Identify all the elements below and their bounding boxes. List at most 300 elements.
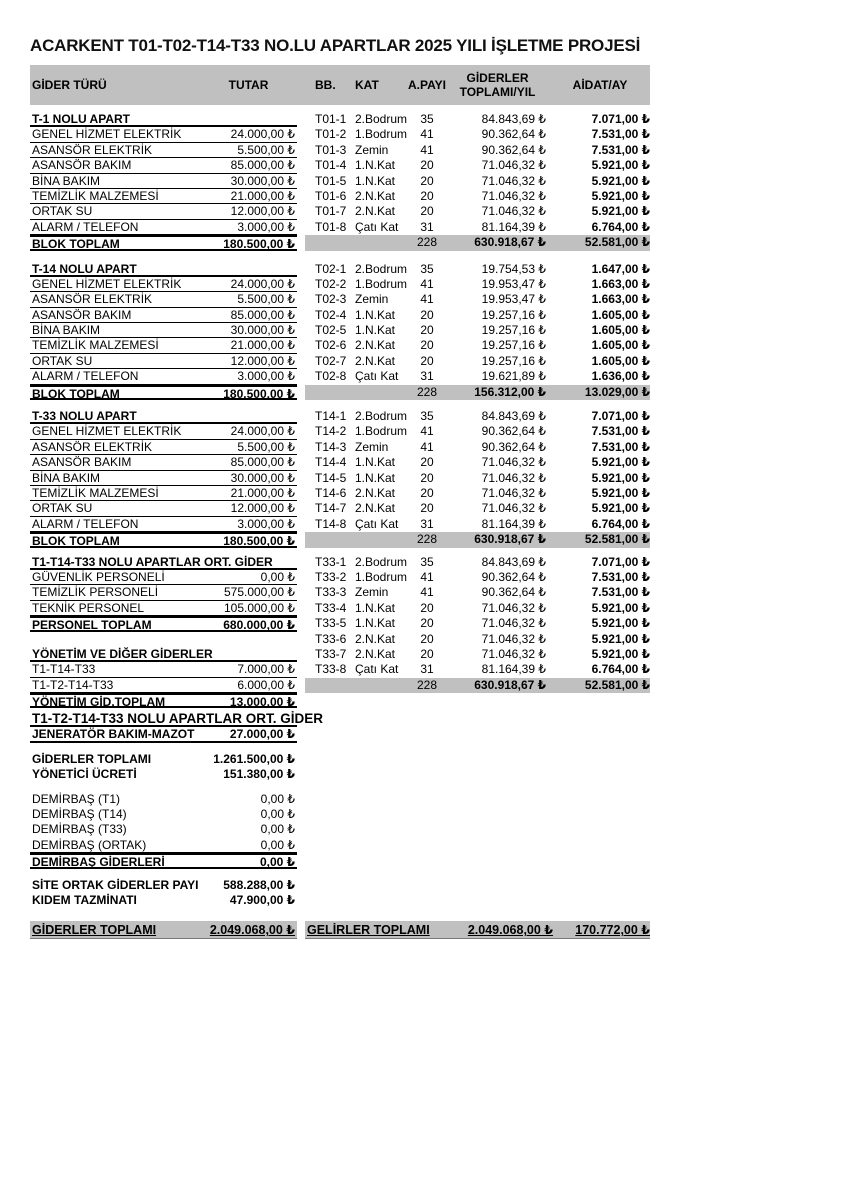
expense-cells (30, 174, 297, 189)
table-row (30, 710, 650, 727)
expense-label: DEMİRBAŞ (T14) (32, 807, 127, 822)
table-row (30, 486, 650, 501)
unit-id: T14-2 (315, 424, 347, 439)
unit-cells (313, 127, 650, 142)
col-header-tutar: TUTAR (228, 78, 269, 92)
monthly-due: 1.605,00 ₺ (591, 323, 650, 338)
year-total: 84.843,69 ₺ (481, 554, 546, 569)
table-row (30, 570, 650, 585)
share-value: 20 (420, 455, 434, 470)
expenses-total-label: GİDERLER TOPLAMI (32, 922, 157, 937)
unit-cells (313, 471, 650, 486)
column-gutter (297, 455, 313, 470)
share-value (409, 727, 445, 742)
year-total (445, 822, 550, 837)
floor-label: Zemin (355, 142, 389, 157)
floor-label: 2.N.Kat (355, 338, 396, 353)
unit-id: T01-2 (315, 127, 347, 142)
year-total: 19.621,89 ₺ (481, 369, 546, 384)
unit-id: T02-6 (315, 338, 347, 353)
monthly-due: 1.605,00 ₺ (591, 307, 650, 322)
unit-id: T14-3 (315, 439, 347, 454)
column-gutter (297, 424, 313, 439)
column-gutter (297, 338, 313, 353)
column-gutter (297, 440, 313, 455)
expense-cells (30, 678, 297, 693)
expense-cells (30, 127, 297, 142)
expense-amount: 30.000,00 ₺ (230, 173, 295, 188)
unit-cells (313, 354, 650, 369)
share-value (409, 893, 445, 908)
section-block (30, 112, 650, 251)
expense-amount: 0,00 ₺ (260, 569, 295, 584)
floor-label (349, 838, 409, 853)
floor-label (349, 853, 409, 868)
table-row (30, 323, 650, 338)
table-row (30, 220, 650, 235)
expense-amount: 105.000,00 ₺ (223, 600, 295, 615)
expense-amount (200, 112, 297, 125)
unit-cells (313, 632, 650, 647)
section-block (30, 752, 650, 783)
expense-label: GENEL HİZMET ELEKTRİK (32, 127, 182, 142)
monthly-due: 52.581,00 ₺ (584, 532, 650, 547)
table-row (30, 338, 650, 353)
share-value: 20 (420, 353, 434, 368)
unit-cells (313, 601, 650, 616)
unit-cells (305, 532, 650, 547)
floor-label: 2.N.Kat (355, 485, 396, 500)
column-gutter (297, 555, 313, 570)
unit-id: T01-6 (315, 188, 347, 203)
expense-amount: 180.500,00 ₺ (223, 237, 295, 252)
year-total: 71.046,32 ₺ (481, 501, 546, 516)
expense-amount: 24.000,00 ₺ (230, 424, 295, 439)
column-gutter (297, 323, 313, 338)
unit-id: T01-1 (315, 112, 347, 126)
unit-cells (313, 292, 650, 307)
share-value: 31 (420, 662, 434, 677)
year-total: 90.362,64 ₺ (481, 424, 546, 439)
unit-cells (313, 647, 650, 662)
expense-amount: 1.261.500,00 ₺ (213, 751, 295, 766)
expense-cells (30, 838, 297, 853)
unit-id (313, 893, 349, 908)
monthly-due: 5.921,00 ₺ (591, 646, 650, 661)
floor-label: 2.N.Kat (355, 204, 396, 219)
expense-amount: 0,00 ₺ (260, 807, 295, 822)
unit-cells (313, 792, 650, 807)
floor-label (349, 385, 409, 400)
expenses-total-value: 2.049.068,00 ₺ (209, 923, 295, 938)
unit-id (313, 792, 349, 807)
share-value: 41 (420, 569, 434, 584)
col-header-kat: KAT (355, 78, 379, 92)
share-value (409, 822, 445, 837)
table-row (30, 585, 650, 600)
column-gutter (297, 853, 313, 868)
monthly-due: 7.071,00 ₺ (591, 112, 650, 126)
monthly-due: 1.605,00 ₺ (591, 338, 650, 353)
section-block (30, 878, 650, 909)
table-row (30, 555, 650, 570)
monthly-due: 52.581,00 ₺ (584, 677, 650, 692)
expense-amount: 180.500,00 ₺ (223, 386, 295, 401)
year-total: 71.046,32 ₺ (481, 173, 546, 188)
floor-label (349, 693, 409, 708)
monthly-due: 5.921,00 ₺ (591, 455, 650, 470)
monthly-due (550, 838, 650, 853)
expense-label: T1-T2-T14-T33 NOLU APARTLAR ORT. GİDER (32, 711, 324, 727)
table-row (30, 158, 650, 173)
expense-amount: 180.500,00 ₺ (223, 534, 295, 549)
expense-cells (30, 235, 297, 250)
expense-label: ORTAK SU (32, 353, 93, 368)
table-row (30, 878, 650, 893)
expense-label: GİDERLER TOPLAMI (32, 751, 152, 766)
share-value: 35 (420, 554, 434, 569)
expense-label: YÖNETİM GİD.TOPLAM (32, 695, 166, 710)
unit-id (313, 693, 349, 708)
expense-label: T-1 NOLU APART (32, 112, 130, 126)
unit-cells (313, 767, 650, 782)
table-row (30, 853, 650, 868)
expenses-total-band (30, 921, 297, 939)
year-total: 19.257,16 ₺ (481, 338, 546, 353)
floor-label: 1.Bodrum (355, 569, 408, 584)
floor-label: 2.Bodrum (355, 261, 408, 276)
expense-label: BLOK TOPLAM (32, 386, 120, 401)
floor-label (349, 878, 409, 893)
expense-amount: 151.380,00 ₺ (223, 767, 295, 782)
table-row (30, 143, 650, 158)
expense-label: BİNA BAKIM (32, 323, 101, 338)
table-row (30, 767, 650, 782)
unit-cells (313, 455, 650, 470)
table-row (30, 517, 650, 532)
column-gutter (297, 792, 313, 807)
monthly-due: 5.921,00 ₺ (591, 631, 650, 646)
unit-cells (313, 616, 650, 631)
year-total: 71.046,32 ₺ (481, 455, 546, 470)
monthly-due (550, 822, 650, 837)
share-value: 20 (420, 470, 434, 485)
expense-label: PERSONEL TOPLAM (32, 618, 152, 633)
expense-amount: 27.000,00 ₺ (229, 727, 295, 742)
floor-label: 2.N.Kat (355, 353, 396, 368)
share-value: 31 (420, 516, 434, 531)
column-gutter (297, 822, 313, 837)
expense-cells (30, 570, 297, 585)
section-block (30, 555, 650, 709)
share-value: 20 (420, 307, 434, 322)
unit-id: T01-5 (315, 173, 347, 188)
monthly-due (550, 752, 650, 767)
expense-label: KIDEM TAZMİNATI (32, 892, 137, 907)
expense-cells (30, 354, 297, 369)
column-gutter (297, 710, 313, 727)
unit-cells (313, 204, 650, 219)
column-gutter (297, 727, 313, 742)
monthly-due: 7.531,00 ₺ (591, 439, 650, 454)
column-gutter (297, 112, 313, 127)
share-value: 20 (420, 323, 434, 338)
expense-amount: 3.000,00 ₺ (237, 369, 295, 384)
expense-amount: 6.000,00 ₺ (237, 677, 295, 692)
year-total: 630.918,67 ₺ (474, 235, 546, 250)
floor-label: Zemin (355, 439, 389, 454)
year-total (445, 752, 550, 767)
unit-id: T33-1 (315, 554, 347, 569)
share-value (409, 792, 445, 807)
document-page (30, 36, 650, 939)
column-gutter (297, 878, 313, 893)
grand-total-row (30, 921, 650, 939)
income-total-band (305, 921, 650, 939)
unit-cells (313, 440, 650, 455)
expense-amount (200, 409, 297, 422)
unit-id (313, 532, 349, 547)
unit-id (313, 807, 349, 822)
table-body (30, 112, 650, 908)
column-gutter (297, 262, 313, 277)
share-value: 228 (416, 384, 438, 399)
expense-cells (30, 893, 297, 908)
share-value: 20 (420, 501, 434, 516)
unit-id (313, 678, 349, 693)
expense-amount: 85.000,00 ₺ (230, 158, 295, 173)
table-row (30, 727, 650, 742)
table-row (30, 662, 650, 677)
unit-id (313, 838, 349, 853)
share-value: 20 (420, 188, 434, 203)
expense-label: DEMİRBAŞ (ORTAK) (32, 837, 147, 852)
expense-amount: 588.288,00 ₺ (223, 877, 295, 892)
share-value: 35 (420, 261, 434, 276)
unit-cells (313, 893, 650, 908)
expense-amount: 30.000,00 ₺ (230, 470, 295, 485)
year-total (445, 792, 550, 807)
year-total (445, 838, 550, 853)
floor-label: Zemin (355, 585, 389, 600)
expense-amount (200, 710, 297, 725)
share-value: 20 (420, 338, 434, 353)
expense-label: GENEL HİZMET ELEKTRİK (32, 424, 182, 439)
expense-cells (30, 323, 297, 338)
table-row (30, 204, 650, 219)
share-value: 35 (420, 409, 434, 424)
column-gutter (297, 486, 313, 501)
table-row (30, 277, 650, 292)
col-header-apayi: A.PAYI (408, 78, 447, 92)
expense-cells (30, 338, 297, 353)
monthly-due (550, 727, 650, 742)
expense-cells (30, 767, 297, 782)
monthly-due: 1.605,00 ₺ (591, 353, 650, 368)
monthly-due: 5.921,00 ₺ (591, 204, 650, 219)
floor-label (349, 767, 409, 782)
unit-cells (313, 174, 650, 189)
unit-id: T02-2 (315, 276, 347, 291)
year-total (445, 893, 550, 908)
unit-id: T14-7 (315, 501, 347, 516)
unit-cells (313, 693, 650, 708)
share-value: 20 (420, 204, 434, 219)
monthly-due (550, 693, 650, 708)
year-total: 156.312,00 ₺ (474, 384, 546, 399)
col-header-giderler-toplami: GİDERLER TOPLAMI/YIL (459, 71, 536, 99)
year-total: 71.046,32 ₺ (481, 204, 546, 219)
table-row (30, 354, 650, 369)
unit-id: T01-4 (315, 158, 347, 173)
column-gutter (297, 292, 313, 307)
unit-id: T14-4 (315, 455, 347, 470)
expense-amount: 85.000,00 ₺ (230, 307, 295, 322)
floor-label: 1.N.Kat (355, 307, 396, 322)
table-row (30, 174, 650, 189)
floor-label: Çatı Kat (355, 369, 399, 384)
unit-cells (313, 822, 650, 837)
column-gutter (297, 369, 313, 384)
year-total: 630.918,67 ₺ (474, 532, 546, 547)
expense-cells (30, 710, 324, 727)
share-value (409, 838, 445, 853)
monthly-due: 5.921,00 ₺ (591, 470, 650, 485)
monthly-due: 7.071,00 ₺ (591, 554, 650, 569)
column-gutter (297, 471, 313, 486)
page-title: ACARKENT T01-T02-T14-T33 NO.LU APARTLAR 2025 YILI İŞLETME PROJESİ (30, 36, 641, 55)
floor-label: 1.N.Kat (355, 455, 396, 470)
expense-cells (30, 501, 297, 516)
share-value (409, 693, 445, 708)
monthly-due: 1.647,00 ₺ (591, 261, 650, 276)
expense-cells (30, 471, 297, 486)
expense-label: T-14 NOLU APART (32, 261, 137, 276)
share-value: 41 (420, 127, 434, 142)
unit-cells (313, 308, 650, 323)
share-value: 20 (420, 173, 434, 188)
unit-id: T14-1 (315, 409, 347, 424)
column-gutter (297, 662, 313, 677)
expense-label: DEMİRBAŞ (T1) (32, 791, 121, 806)
floor-label (349, 893, 409, 908)
expense-amount: 0,00 ₺ (260, 822, 295, 837)
table-row (30, 601, 650, 616)
unit-id (313, 767, 349, 782)
floor-label (349, 710, 409, 727)
year-total: 19.754,53 ₺ (481, 261, 546, 276)
floor-label (349, 822, 409, 837)
unit-id: T33-6 (315, 631, 347, 646)
table-row (30, 112, 650, 127)
year-total: 71.046,32 ₺ (481, 188, 546, 203)
expense-amount (200, 555, 297, 568)
unit-cells (305, 385, 650, 400)
unit-cells (313, 853, 650, 868)
unit-cells (313, 752, 650, 767)
unit-id: T01-7 (315, 204, 347, 219)
expense-amount: 21.000,00 ₺ (230, 188, 295, 203)
expense-cells (30, 601, 297, 616)
share-value: 41 (420, 424, 434, 439)
table-row (30, 616, 650, 631)
expense-cells (30, 455, 297, 470)
expense-amount: 30.000,00 ₺ (230, 323, 295, 338)
column-gutter (297, 693, 313, 708)
monthly-due: 7.531,00 ₺ (591, 127, 650, 142)
unit-cells (313, 262, 650, 277)
table-row (30, 647, 650, 662)
year-total: 630.918,67 ₺ (474, 677, 546, 692)
year-total (445, 767, 550, 782)
share-value: 41 (420, 292, 434, 307)
floor-label: 1.Bodrum (355, 127, 408, 142)
share-value: 20 (420, 158, 434, 173)
column-gutter (297, 204, 313, 219)
column-gutter (297, 570, 313, 585)
unit-cells (313, 189, 650, 204)
monthly-due: 5.921,00 ₺ (591, 158, 650, 173)
share-value (409, 710, 445, 727)
table-row (30, 409, 650, 424)
unit-id (313, 878, 349, 893)
year-total (445, 878, 550, 893)
share-value (409, 878, 445, 893)
expense-cells (30, 409, 297, 424)
column-gutter (297, 189, 313, 204)
floor-label: 2.Bodrum (355, 409, 408, 424)
expense-label: ASANSÖR ELEKTRİK (32, 142, 153, 157)
unit-cells (313, 570, 650, 585)
floor-label: 1.Bodrum (355, 276, 408, 291)
monthly-due (550, 792, 650, 807)
column-gutter (297, 767, 313, 782)
expense-amount: 5.500,00 ₺ (237, 292, 295, 307)
year-total: 81.164,39 ₺ (481, 516, 546, 531)
expense-cells (30, 647, 297, 662)
expense-label: BLOK TOPLAM (32, 534, 120, 549)
unit-id: T33-2 (315, 569, 347, 584)
table-row (30, 893, 650, 908)
column-gutter (297, 807, 313, 822)
expense-amount: 24.000,00 ₺ (230, 276, 295, 291)
unit-id: T14-6 (315, 485, 347, 500)
unit-cells (313, 662, 650, 677)
column-gutter (297, 585, 313, 600)
table-row (30, 792, 650, 807)
share-value: 20 (420, 646, 434, 661)
share-value: 20 (420, 631, 434, 646)
column-gutter (297, 616, 313, 631)
section-block (30, 792, 650, 869)
unit-cells (313, 338, 650, 353)
monthly-due: 5.921,00 ₺ (591, 485, 650, 500)
expense-label: JENERATÖR BAKIM-MAZOT (32, 727, 195, 742)
unit-id: T02-4 (315, 307, 347, 322)
table-row (30, 532, 650, 547)
floor-label: Çatı Kat (355, 219, 399, 234)
column-gutter (297, 409, 313, 424)
expense-cells (30, 369, 297, 384)
unit-id: T33-7 (315, 646, 347, 661)
floor-label (349, 727, 409, 742)
year-total: 71.046,32 ₺ (481, 470, 546, 485)
year-total: 71.046,32 ₺ (481, 616, 546, 631)
expense-label: BİNA BAKIM (32, 470, 101, 485)
floor-label (349, 532, 409, 547)
expense-label: GÜVENLİK PERSONELİ (32, 569, 165, 584)
year-total (445, 693, 550, 708)
